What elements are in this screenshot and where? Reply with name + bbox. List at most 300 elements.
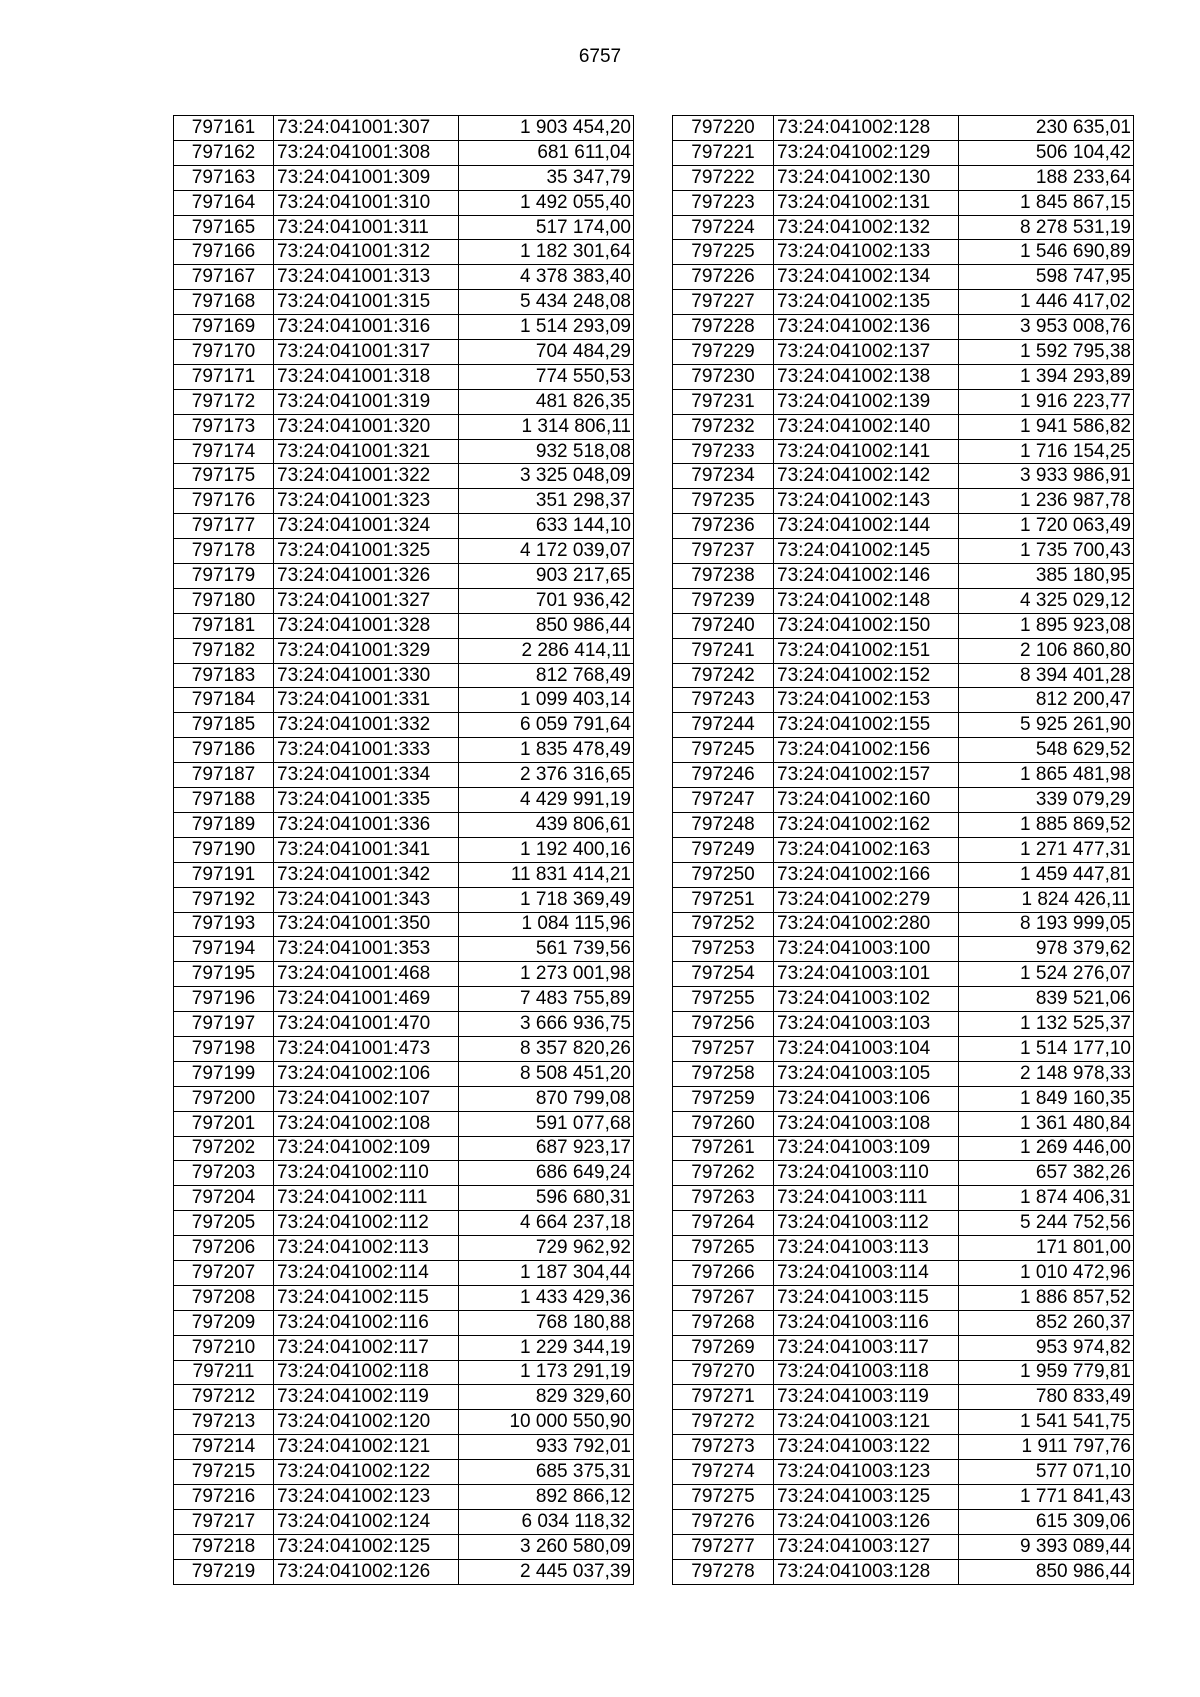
row-number-cell: 797275 bbox=[673, 1484, 774, 1509]
value-cell: 1 514 293,09 bbox=[459, 315, 634, 340]
cadastral-number-cell: 73:24:041001:307 bbox=[274, 116, 459, 141]
table-row bbox=[673, 912, 1134, 937]
table-row bbox=[174, 812, 634, 837]
cadastral-number-cell: 73:24:041003:122 bbox=[774, 1435, 959, 1460]
row-number-cell: 797252 bbox=[673, 912, 774, 937]
value-cell: 1 849 160,35 bbox=[959, 1086, 1134, 1111]
table-row bbox=[174, 414, 634, 439]
row-number-cell: 797231 bbox=[673, 389, 774, 414]
cadastral-number-cell: 73:24:041002:162 bbox=[774, 812, 959, 837]
table-row bbox=[174, 1509, 634, 1534]
value-cell: 1 314 806,11 bbox=[459, 414, 634, 439]
row-number-cell: 797180 bbox=[174, 588, 274, 613]
value-cell: 933 792,01 bbox=[459, 1435, 634, 1460]
table-row bbox=[673, 1260, 1134, 1285]
table-row bbox=[174, 165, 634, 190]
row-number-cell: 797213 bbox=[174, 1410, 274, 1435]
value-cell: 685 375,31 bbox=[459, 1460, 634, 1485]
value-cell: 339 079,29 bbox=[959, 788, 1134, 813]
table-row bbox=[673, 340, 1134, 365]
row-number-cell: 797251 bbox=[673, 887, 774, 912]
cadastral-number-cell: 73:24:041002:128 bbox=[774, 116, 959, 141]
cadastral-number-cell: 73:24:041001:321 bbox=[274, 439, 459, 464]
table-row bbox=[673, 1559, 1134, 1584]
table-row bbox=[673, 1211, 1134, 1236]
row-number-cell: 797270 bbox=[673, 1360, 774, 1385]
cadastral-number-cell: 73:24:041003:104 bbox=[774, 1036, 959, 1061]
value-cell: 839 521,06 bbox=[959, 987, 1134, 1012]
cadastral-number-cell: 73:24:041003:117 bbox=[774, 1335, 959, 1360]
table-row bbox=[174, 514, 634, 539]
cadastral-number-cell: 73:24:041001:316 bbox=[274, 315, 459, 340]
row-number-cell: 797190 bbox=[174, 837, 274, 862]
row-number-cell: 797179 bbox=[174, 564, 274, 589]
row-number-cell: 797222 bbox=[673, 165, 774, 190]
value-cell: 892 866,12 bbox=[459, 1484, 634, 1509]
value-cell: 1 771 841,43 bbox=[959, 1484, 1134, 1509]
row-number-cell: 797223 bbox=[673, 190, 774, 215]
cadastral-number-cell: 73:24:041002:114 bbox=[274, 1260, 459, 1285]
cadastral-number-cell: 73:24:041002:130 bbox=[774, 165, 959, 190]
cadastral-number-cell: 73:24:041002:129 bbox=[774, 140, 959, 165]
row-number-cell: 797208 bbox=[174, 1285, 274, 1310]
table-row bbox=[174, 439, 634, 464]
table-row bbox=[174, 1335, 634, 1360]
row-number-cell: 797194 bbox=[174, 937, 274, 962]
table-row bbox=[673, 613, 1134, 638]
cadastral-number-cell: 73:24:041003:123 bbox=[774, 1460, 959, 1485]
cadastral-number-cell: 73:24:041002:146 bbox=[774, 564, 959, 589]
value-cell: 1 099 403,14 bbox=[459, 688, 634, 713]
cadastral-number-cell: 73:24:041003:101 bbox=[774, 962, 959, 987]
row-number-cell: 797170 bbox=[174, 340, 274, 365]
row-number-cell: 797204 bbox=[174, 1186, 274, 1211]
table-row bbox=[673, 1236, 1134, 1261]
table-row bbox=[673, 1484, 1134, 1509]
value-cell: 850 986,44 bbox=[959, 1559, 1134, 1584]
table-row bbox=[673, 1534, 1134, 1559]
cadastral-number-cell: 73:24:041003:121 bbox=[774, 1410, 959, 1435]
cadastral-number-cell: 73:24:041001:327 bbox=[274, 588, 459, 613]
cadastral-number-cell: 73:24:041002:106 bbox=[274, 1061, 459, 1086]
row-number-cell: 797218 bbox=[174, 1534, 274, 1559]
table-row bbox=[673, 713, 1134, 738]
table-row bbox=[174, 588, 634, 613]
row-number-cell: 797206 bbox=[174, 1236, 274, 1261]
row-number-cell: 797220 bbox=[673, 116, 774, 141]
table-row bbox=[174, 1236, 634, 1261]
table-row bbox=[174, 962, 634, 987]
value-cell: 657 382,26 bbox=[959, 1161, 1134, 1186]
cadastral-number-cell: 73:24:041001:324 bbox=[274, 514, 459, 539]
table-row bbox=[673, 414, 1134, 439]
value-cell: 481 826,35 bbox=[459, 389, 634, 414]
row-number-cell: 797212 bbox=[174, 1385, 274, 1410]
cadastral-number-cell: 73:24:041002:157 bbox=[774, 763, 959, 788]
table-row bbox=[673, 812, 1134, 837]
row-number-cell: 797227 bbox=[673, 290, 774, 315]
value-cell: 3 953 008,76 bbox=[959, 315, 1134, 340]
cadastral-number-cell: 73:24:041003:112 bbox=[774, 1211, 959, 1236]
row-number-cell: 797274 bbox=[673, 1460, 774, 1485]
cadastral-number-cell: 73:24:041001:473 bbox=[274, 1036, 459, 1061]
value-cell: 1 592 795,38 bbox=[959, 340, 1134, 365]
value-cell: 615 309,06 bbox=[959, 1509, 1134, 1534]
value-cell: 8 278 531,19 bbox=[959, 215, 1134, 240]
value-cell: 681 611,04 bbox=[459, 140, 634, 165]
row-number-cell: 797269 bbox=[673, 1335, 774, 1360]
value-cell: 8 394 401,28 bbox=[959, 663, 1134, 688]
table-row bbox=[174, 663, 634, 688]
row-number-cell: 797277 bbox=[673, 1534, 774, 1559]
value-cell: 1 446 417,02 bbox=[959, 290, 1134, 315]
table-row bbox=[174, 788, 634, 813]
table-row bbox=[174, 738, 634, 763]
table-row bbox=[673, 165, 1134, 190]
row-number-cell: 797163 bbox=[174, 165, 274, 190]
table-row bbox=[673, 1460, 1134, 1485]
cadastral-number-cell: 73:24:041002:160 bbox=[774, 788, 959, 813]
table-row bbox=[673, 962, 1134, 987]
value-cell: 439 806,61 bbox=[459, 812, 634, 837]
table-row bbox=[673, 464, 1134, 489]
table-row bbox=[174, 464, 634, 489]
row-number-cell: 797268 bbox=[673, 1310, 774, 1335]
table-row bbox=[174, 987, 634, 1012]
cadastral-number-cell: 73:24:041003:128 bbox=[774, 1559, 959, 1584]
row-number-cell: 797248 bbox=[673, 812, 774, 837]
value-cell: 4 429 991,19 bbox=[459, 788, 634, 813]
table-row bbox=[673, 1186, 1134, 1211]
cadastral-number-cell: 73:24:041001:310 bbox=[274, 190, 459, 215]
row-number-cell: 797215 bbox=[174, 1460, 274, 1485]
value-cell: 1 524 276,07 bbox=[959, 962, 1134, 987]
cadastral-number-cell: 73:24:041001:334 bbox=[274, 763, 459, 788]
row-number-cell: 797266 bbox=[673, 1260, 774, 1285]
value-cell: 3 260 580,09 bbox=[459, 1534, 634, 1559]
value-cell: 729 962,92 bbox=[459, 1236, 634, 1261]
value-cell: 686 649,24 bbox=[459, 1161, 634, 1186]
value-cell: 1 229 344,19 bbox=[459, 1335, 634, 1360]
value-cell: 2 445 037,39 bbox=[459, 1559, 634, 1584]
value-cell: 2 376 316,65 bbox=[459, 763, 634, 788]
cadastral-number-cell: 73:24:041003:113 bbox=[774, 1236, 959, 1261]
cadastral-number-cell: 73:24:041001:325 bbox=[274, 539, 459, 564]
row-number-cell: 797232 bbox=[673, 414, 774, 439]
cadastral-number-cell: 73:24:041001:318 bbox=[274, 364, 459, 389]
table-row bbox=[174, 1260, 634, 1285]
value-cell: 6 059 791,64 bbox=[459, 713, 634, 738]
value-cell: 1 433 429,36 bbox=[459, 1285, 634, 1310]
row-number-cell: 797173 bbox=[174, 414, 274, 439]
table-row bbox=[673, 837, 1134, 862]
cadastral-number-cell: 73:24:041003:116 bbox=[774, 1310, 959, 1335]
row-number-cell: 797261 bbox=[673, 1136, 774, 1161]
row-number-cell: 797225 bbox=[673, 240, 774, 265]
cadastral-number-cell: 73:24:041003:111 bbox=[774, 1186, 959, 1211]
cadastral-number-cell: 73:24:041001:332 bbox=[274, 713, 459, 738]
row-number-cell: 797244 bbox=[673, 713, 774, 738]
row-number-cell: 797201 bbox=[174, 1111, 274, 1136]
value-cell: 1 874 406,31 bbox=[959, 1186, 1134, 1211]
cadastral-number-cell: 73:24:041001:320 bbox=[274, 414, 459, 439]
row-number-cell: 797257 bbox=[673, 1036, 774, 1061]
cadastral-number-cell: 73:24:041003:125 bbox=[774, 1484, 959, 1509]
row-number-cell: 797247 bbox=[673, 788, 774, 813]
table-right bbox=[672, 115, 1134, 1585]
cadastral-number-cell: 73:24:041002:118 bbox=[274, 1360, 459, 1385]
table-row bbox=[174, 340, 634, 365]
table-row bbox=[174, 638, 634, 663]
row-number-cell: 797171 bbox=[174, 364, 274, 389]
cadastral-number-cell: 73:24:041002:139 bbox=[774, 389, 959, 414]
table-row bbox=[673, 1111, 1134, 1136]
row-number-cell: 797254 bbox=[673, 962, 774, 987]
cadastral-number-cell: 73:24:041002:122 bbox=[274, 1460, 459, 1485]
cadastral-number-cell: 73:24:041002:111 bbox=[274, 1186, 459, 1211]
cadastral-number-cell: 73:24:041001:311 bbox=[274, 215, 459, 240]
value-cell: 1 941 586,82 bbox=[959, 414, 1134, 439]
row-number-cell: 797256 bbox=[673, 1012, 774, 1037]
value-cell: 850 986,44 bbox=[459, 613, 634, 638]
value-cell: 6 034 118,32 bbox=[459, 1509, 634, 1534]
cadastral-number-cell: 73:24:041001:308 bbox=[274, 140, 459, 165]
cadastral-number-cell: 73:24:041002:126 bbox=[274, 1559, 459, 1584]
value-cell: 10 000 550,90 bbox=[459, 1410, 634, 1435]
table-row bbox=[174, 1435, 634, 1460]
value-cell: 4 664 237,18 bbox=[459, 1211, 634, 1236]
row-number-cell: 797260 bbox=[673, 1111, 774, 1136]
cadastral-number-cell: 73:24:041002:120 bbox=[274, 1410, 459, 1435]
table-row bbox=[673, 364, 1134, 389]
row-number-cell: 797164 bbox=[174, 190, 274, 215]
cadastral-number-cell: 73:24:041001:469 bbox=[274, 987, 459, 1012]
row-number-cell: 797219 bbox=[174, 1559, 274, 1584]
cadastral-number-cell: 73:24:041002:138 bbox=[774, 364, 959, 389]
cadastral-number-cell: 73:24:041001:309 bbox=[274, 165, 459, 190]
table-row bbox=[174, 1410, 634, 1435]
table-row bbox=[673, 1360, 1134, 1385]
cadastral-number-cell: 73:24:041002:113 bbox=[274, 1236, 459, 1261]
value-cell: 9 393 089,44 bbox=[959, 1534, 1134, 1559]
cadastral-number-cell: 73:24:041002:119 bbox=[274, 1385, 459, 1410]
row-number-cell: 797255 bbox=[673, 987, 774, 1012]
table-row bbox=[174, 1111, 634, 1136]
cadastral-number-cell: 73:24:041002:123 bbox=[274, 1484, 459, 1509]
value-cell: 3 933 986,91 bbox=[959, 464, 1134, 489]
value-cell: 768 180,88 bbox=[459, 1310, 634, 1335]
row-number-cell: 797217 bbox=[174, 1509, 274, 1534]
table-row bbox=[174, 539, 634, 564]
table-row bbox=[174, 1559, 634, 1584]
value-cell: 1 541 541,75 bbox=[959, 1410, 1134, 1435]
value-cell: 35 347,79 bbox=[459, 165, 634, 190]
cadastral-number-cell: 73:24:041001:312 bbox=[274, 240, 459, 265]
value-cell: 633 144,10 bbox=[459, 514, 634, 539]
table-row bbox=[174, 489, 634, 514]
row-number-cell: 797177 bbox=[174, 514, 274, 539]
value-cell: 1 720 063,49 bbox=[959, 514, 1134, 539]
row-number-cell: 797237 bbox=[673, 539, 774, 564]
page-number: 6757 bbox=[578, 46, 622, 67]
table-row bbox=[174, 837, 634, 862]
value-cell: 1 835 478,49 bbox=[459, 738, 634, 763]
table-row bbox=[673, 638, 1134, 663]
row-number-cell: 797187 bbox=[174, 763, 274, 788]
cadastral-number-cell: 73:24:041001:322 bbox=[274, 464, 459, 489]
row-number-cell: 797172 bbox=[174, 389, 274, 414]
row-number-cell: 797228 bbox=[673, 315, 774, 340]
cadastral-number-cell: 73:24:041002:133 bbox=[774, 240, 959, 265]
table-row bbox=[673, 1410, 1134, 1435]
row-number-cell: 797241 bbox=[673, 638, 774, 663]
table-row bbox=[174, 1385, 634, 1410]
value-cell: 953 974,82 bbox=[959, 1335, 1134, 1360]
table-row bbox=[673, 1335, 1134, 1360]
cadastral-number-cell: 73:24:041001:326 bbox=[274, 564, 459, 589]
row-number-cell: 797216 bbox=[174, 1484, 274, 1509]
value-cell: 1 865 481,98 bbox=[959, 763, 1134, 788]
cadastral-number-cell: 73:24:041002:132 bbox=[774, 215, 959, 240]
row-number-cell: 797189 bbox=[174, 812, 274, 837]
value-cell: 1 546 690,89 bbox=[959, 240, 1134, 265]
table-row bbox=[174, 1061, 634, 1086]
row-number-cell: 797197 bbox=[174, 1012, 274, 1037]
row-number-cell: 797265 bbox=[673, 1236, 774, 1261]
cadastral-number-cell: 73:24:041002:279 bbox=[774, 887, 959, 912]
value-cell: 1 895 923,08 bbox=[959, 613, 1134, 638]
cadastral-number-cell: 73:24:041002:143 bbox=[774, 489, 959, 514]
value-cell: 1 514 177,10 bbox=[959, 1036, 1134, 1061]
cadastral-number-cell: 73:24:041001:328 bbox=[274, 613, 459, 638]
cadastral-number-cell: 73:24:041003:100 bbox=[774, 937, 959, 962]
row-number-cell: 797224 bbox=[673, 215, 774, 240]
cadastral-number-cell: 73:24:041002:145 bbox=[774, 539, 959, 564]
table-row bbox=[174, 1136, 634, 1161]
row-number-cell: 797203 bbox=[174, 1161, 274, 1186]
value-cell: 598 747,95 bbox=[959, 265, 1134, 290]
row-number-cell: 797199 bbox=[174, 1061, 274, 1086]
cadastral-number-cell: 73:24:041002:109 bbox=[274, 1136, 459, 1161]
row-number-cell: 797176 bbox=[174, 489, 274, 514]
cadastral-number-cell: 73:24:041001:333 bbox=[274, 738, 459, 763]
cadastral-number-cell: 73:24:041002:166 bbox=[774, 862, 959, 887]
table-row bbox=[673, 215, 1134, 240]
row-number-cell: 797242 bbox=[673, 663, 774, 688]
table-row bbox=[174, 1086, 634, 1111]
table-row bbox=[174, 1012, 634, 1037]
cadastral-number-cell: 73:24:041002:150 bbox=[774, 613, 959, 638]
cadastral-number-cell: 73:24:041001:315 bbox=[274, 290, 459, 315]
value-cell: 2 148 978,33 bbox=[959, 1061, 1134, 1086]
value-cell: 1 173 291,19 bbox=[459, 1360, 634, 1385]
row-number-cell: 797273 bbox=[673, 1435, 774, 1460]
row-number-cell: 797181 bbox=[174, 613, 274, 638]
table-row bbox=[174, 763, 634, 788]
table-row bbox=[673, 1036, 1134, 1061]
row-number-cell: 797178 bbox=[174, 539, 274, 564]
value-cell: 188 233,64 bbox=[959, 165, 1134, 190]
cadastral-number-cell: 73:24:041002:137 bbox=[774, 340, 959, 365]
value-cell: 385 180,95 bbox=[959, 564, 1134, 589]
cadastral-number-cell: 73:24:041002:144 bbox=[774, 514, 959, 539]
row-number-cell: 797192 bbox=[174, 887, 274, 912]
table-row bbox=[174, 1036, 634, 1061]
value-cell: 5 244 752,56 bbox=[959, 1211, 1134, 1236]
table-row bbox=[673, 190, 1134, 215]
value-cell: 517 174,00 bbox=[459, 215, 634, 240]
value-cell: 704 484,29 bbox=[459, 340, 634, 365]
value-cell: 1 182 301,64 bbox=[459, 240, 634, 265]
value-cell: 1 269 446,00 bbox=[959, 1136, 1134, 1161]
row-number-cell: 797196 bbox=[174, 987, 274, 1012]
cadastral-number-cell: 73:24:041003:119 bbox=[774, 1385, 959, 1410]
table-row bbox=[673, 1310, 1134, 1335]
cadastral-number-cell: 73:24:041003:106 bbox=[774, 1086, 959, 1111]
value-cell: 1 716 154,25 bbox=[959, 439, 1134, 464]
row-number-cell: 797205 bbox=[174, 1211, 274, 1236]
row-number-cell: 797267 bbox=[673, 1285, 774, 1310]
row-number-cell: 797236 bbox=[673, 514, 774, 539]
cadastral-number-cell: 73:24:041001:353 bbox=[274, 937, 459, 962]
cadastral-number-cell: 73:24:041001:350 bbox=[274, 912, 459, 937]
row-number-cell: 797202 bbox=[174, 1136, 274, 1161]
row-number-cell: 797221 bbox=[673, 140, 774, 165]
table-row bbox=[673, 265, 1134, 290]
table-row bbox=[673, 290, 1134, 315]
value-cell: 1 084 115,96 bbox=[459, 912, 634, 937]
table-row bbox=[174, 215, 634, 240]
cadastral-number-cell: 73:24:041002:117 bbox=[274, 1335, 459, 1360]
table-row bbox=[673, 439, 1134, 464]
row-number-cell: 797174 bbox=[174, 439, 274, 464]
table-row bbox=[673, 1061, 1134, 1086]
table-row bbox=[174, 912, 634, 937]
value-cell: 932 518,08 bbox=[459, 439, 634, 464]
table-row bbox=[174, 862, 634, 887]
value-cell: 11 831 414,21 bbox=[459, 862, 634, 887]
value-cell: 812 768,49 bbox=[459, 663, 634, 688]
cadastral-number-cell: 73:24:041002:135 bbox=[774, 290, 959, 315]
value-cell: 780 833,49 bbox=[959, 1385, 1134, 1410]
value-cell: 596 680,31 bbox=[459, 1186, 634, 1211]
value-cell: 1 236 987,78 bbox=[959, 489, 1134, 514]
table-row bbox=[174, 315, 634, 340]
value-cell: 1 824 426,11 bbox=[959, 887, 1134, 912]
row-number-cell: 797246 bbox=[673, 763, 774, 788]
value-cell: 903 217,65 bbox=[459, 564, 634, 589]
cadastral-number-cell: 73:24:041001:343 bbox=[274, 887, 459, 912]
table-row bbox=[673, 389, 1134, 414]
value-cell: 1 394 293,89 bbox=[959, 364, 1134, 389]
table-row bbox=[673, 1086, 1134, 1111]
row-number-cell: 797169 bbox=[174, 315, 274, 340]
value-cell: 506 104,42 bbox=[959, 140, 1134, 165]
cadastral-number-cell: 73:24:041001:313 bbox=[274, 265, 459, 290]
value-cell: 1 885 869,52 bbox=[959, 812, 1134, 837]
row-number-cell: 797165 bbox=[174, 215, 274, 240]
row-number-cell: 797211 bbox=[174, 1360, 274, 1385]
table-row bbox=[673, 788, 1134, 813]
cadastral-number-cell: 73:24:041001:470 bbox=[274, 1012, 459, 1037]
table-row bbox=[174, 290, 634, 315]
table-row bbox=[673, 140, 1134, 165]
row-number-cell: 797195 bbox=[174, 962, 274, 987]
table-row bbox=[174, 1285, 634, 1310]
table-row bbox=[673, 116, 1134, 141]
cadastral-number-cell: 73:24:041002:115 bbox=[274, 1285, 459, 1310]
table-row bbox=[174, 1484, 634, 1509]
